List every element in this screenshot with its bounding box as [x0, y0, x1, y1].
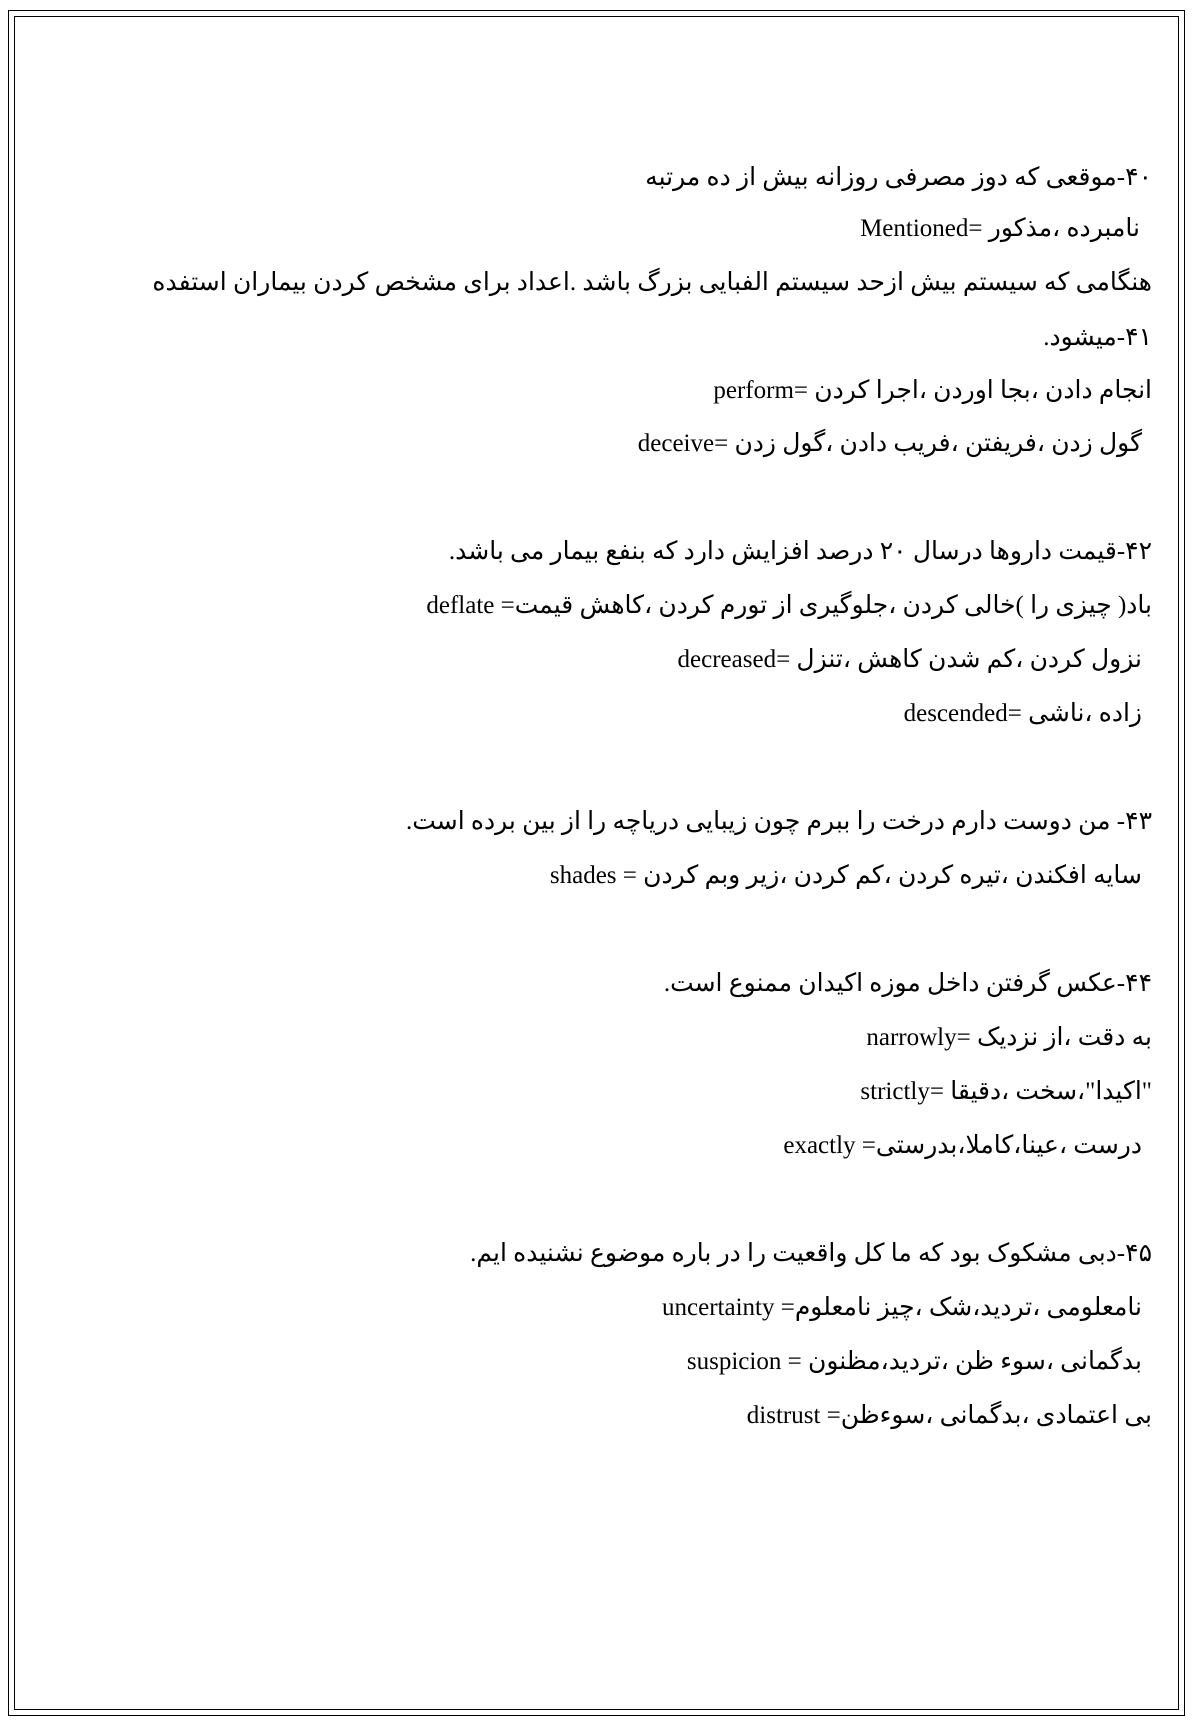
q44-vocab-exactly: درست ،عینا،کاملا،بدرستی= exactly [783, 1132, 1142, 1159]
q45-vocab-uncertainty: نامعلومی ،تردید،شک ،چیز نامعلوم= uncertainty [662, 1294, 1142, 1321]
q42-vocab-decreased: نزول کردن ،کم شدن کاهش ،تنزل =decreased [677, 646, 1142, 673]
q40-sentence: ۴۰-موقعی که دوز مصرفی روزانه بیش از ده مرتبه [645, 164, 1152, 191]
q41-vocab-perform: انجام دادن ،بجا اوردن ،اجرا کردن =perform [713, 377, 1152, 404]
q43-vocab-shades: سایه افکندن ،تیره کردن ،کم کردن ،زیر وبم کردن = shades [549, 862, 1142, 889]
q41-sentence-part1: هنگامی که سیستم بیش ازحد سیستم الفبایی بزرگ باشد .اعداد برای مشخص کردن بیماران استفده [152, 269, 1152, 296]
q41-sentence-part2: ۴۱-میشود. [1043, 324, 1152, 351]
q44-vocab-narrowly: به دقت ،از نزدیک =narrowly [866, 1024, 1152, 1051]
q45-vocab-distrust: بی اعتمادی ،بدگمانی ،سوءظن= distrust [746, 1402, 1152, 1429]
q45-vocab-suspicion: بدگمانی ،سوء ظن ،تردید،مظنون = suspicion [686, 1348, 1142, 1375]
q44-vocab-strictly: "اکیدا"،سخت ،دقیقا =strictly [860, 1078, 1152, 1105]
q43-sentence: ۴۳- من دوست دارم درخت را ببرم چون زیبایی دریاچه را از بین برده است. [405, 808, 1152, 835]
q45-sentence: ۴۵-دبی مشکوک بود که ما کل واقعیت را در باره موضوع نشنیده ایم. [470, 1240, 1152, 1267]
q42-vocab-descended: زاده ،ناشی =descended [903, 700, 1142, 727]
q41-vocab-deceive: گول زدن ،فریفتن ،فریب دادن ،گول زدن =deceive [637, 430, 1142, 457]
q42-vocab-deflate: باد( چیزی را )خالی کردن ،جلوگیری از تورم کردن ،کاهش قیمت= deflate [426, 592, 1152, 619]
q42-sentence: ۴۲-قیمت داروها درسال ۲۰ درصد افزایش دارد که بنفع بیمار می باشد. [448, 538, 1152, 565]
q40-vocab-mentioned: نامبرده ،مذکور =Mentioned [860, 215, 1140, 242]
q44-sentence: ۴۴-عکس گرفتن داخل موزه اکیدان ممنوع است. [663, 970, 1152, 997]
